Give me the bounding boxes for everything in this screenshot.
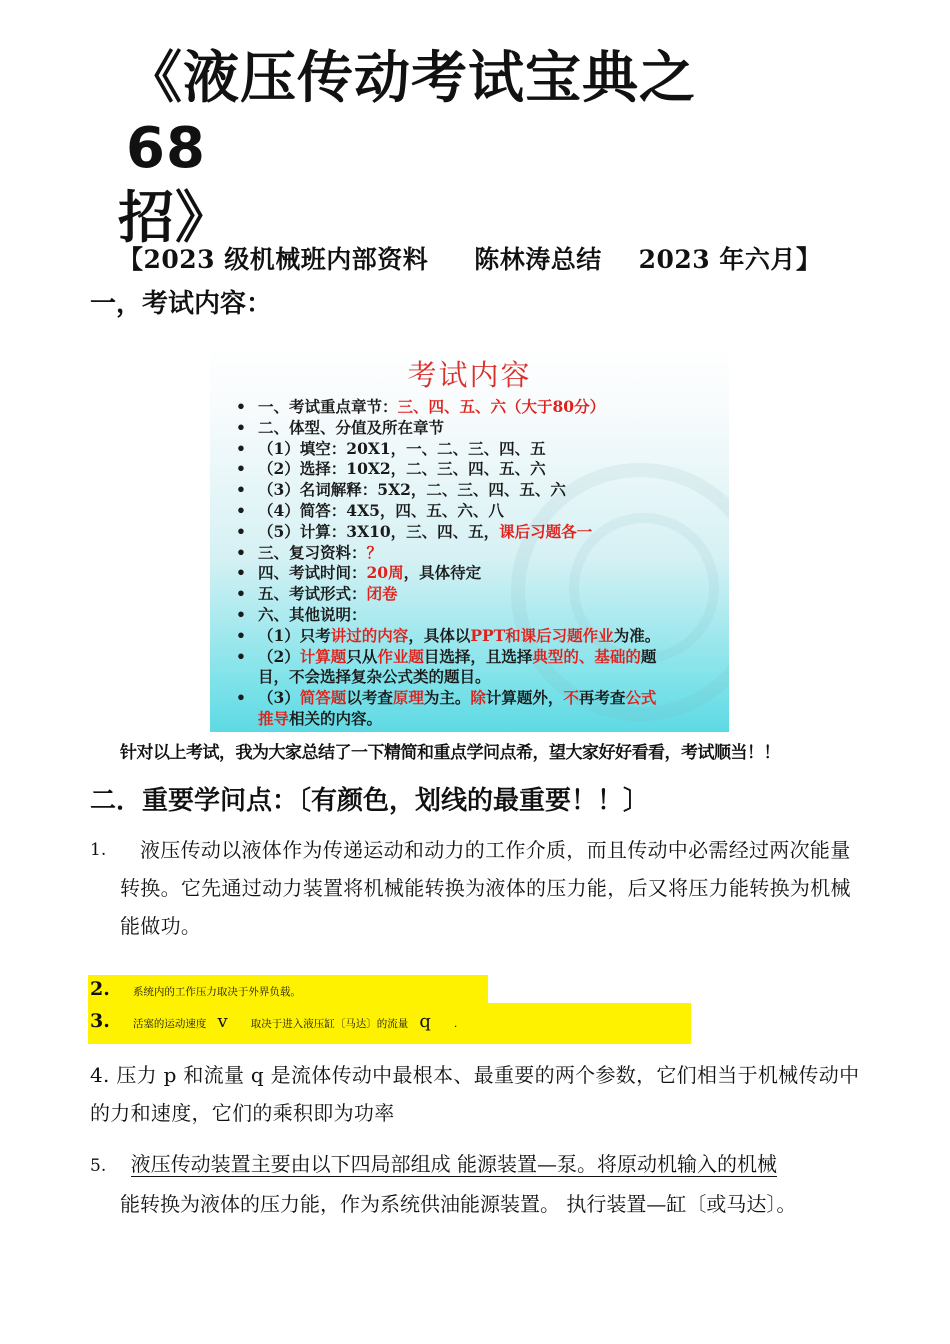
slide-note-2: • （2）计算题只从作业题目选择，且选择典型的、基础的题 目，不会选择复杂公式类的题目。 — [236, 647, 660, 689]
slide-item: • 一、考试重点章节：三、四、五、六（大于80分） — [236, 397, 660, 418]
intro-note: 针对以上考试，我为大家总结了一下精简和重点学问点希，望大家好好看看，考试顺当！！ — [120, 743, 780, 763]
velocity-symbol: v — [217, 1011, 228, 1032]
item-number: 5. — [90, 1156, 107, 1176]
slide-item: • （2）选择：10X2，二、三、四、五、六 — [236, 459, 660, 480]
key-point-5-text: 能转换为液体的压力能，作为系统供油能源装置。 执行装置—缸〔或马达〕。 — [120, 1192, 797, 1216]
slide-item: • （5）计算：3X10，三、四、五，课后习题各一 — [236, 522, 660, 543]
section-heading-exam-content: 一，考试内容： — [90, 289, 273, 319]
key-point-3-text-a: 活塞的运动速度 — [132, 1018, 207, 1030]
section-heading-key-points: 二．重要学问点：〔有颜色，划线的最重要！！〕 — [90, 786, 650, 816]
key-point-3-text-b: 取决于进入液压缸〔马达〕的流量 — [250, 1018, 409, 1030]
slide-item: • 二、体型、分值及所在章节 — [236, 418, 660, 439]
slide-item: • 四、考试时间：20周，具体待定 — [236, 563, 660, 584]
key-point-1-text: 液压传动以液体作为传递运动和动力的工作介质，而且传动中必需经过两次能量转换。它先通过动力装置将机械能转换为液体的压力能，后又将压力能转换为机械能做功。 — [120, 838, 851, 938]
key-point-4-text: 4. 压力 p 和流量 q 是流体传动中最根本、最重要的两个参数，它们相当于机械传动中的力和速度，它们的乘积即为功率 — [90, 1063, 860, 1125]
key-point-5 — [90, 1145, 860, 1223]
title-line-2: 招》 — [118, 186, 232, 251]
key-point-3-period: . — [454, 1018, 458, 1030]
slide-item: • （1）填空：20X1，一、二、三、四、五 — [236, 439, 660, 460]
slide-title: 考试内容 — [407, 358, 532, 392]
key-point-3 — [90, 1010, 457, 1032]
key-point-1 — [90, 831, 860, 945]
item-number: 1. — [90, 840, 107, 860]
document-title — [118, 44, 778, 254]
slide-item: • （4）简答：4X5，四、五、六、八 — [236, 501, 660, 522]
document-subtitle: 【2023 级机械班内部资料 陈林涛总结 2023 年六月】 — [118, 245, 822, 274]
slide-item: • 三、复习资料：？ — [236, 543, 660, 564]
slide-item: • 六、其他说明： — [236, 605, 660, 626]
flow-symbol: q — [419, 1011, 431, 1032]
key-point-4 — [90, 1056, 860, 1132]
key-point-2-text: 系统内的工作压力取决于外界负载。 — [132, 986, 301, 998]
key-point-2 — [90, 978, 301, 1000]
slide-item: • （3）名词解释：5X2，二、三、四、五、六 — [236, 480, 660, 501]
item-number: 2. — [90, 978, 110, 1000]
slide-note-1: • （1）只考讲过的内容，具体以PPT和课后习题作业为准。 — [236, 626, 660, 647]
exam-content-slide-image — [210, 343, 729, 732]
key-point-5-underlined-text: 液压传动装置主要由以下四局部组成 能源装置—泵。将原动机输入的机械 — [130, 1152, 777, 1176]
item-number: 3. — [90, 1010, 110, 1032]
slide-note-3: • （3）简答题以考查原理为主。除计算题外，不再考查公式 推导相关的内容。 — [236, 688, 660, 730]
title-line-1: 《液压传动考试宝典之 68 — [126, 46, 696, 181]
slide-item: • 五、考试形式：闭卷 — [236, 584, 660, 605]
slide-bullet-list — [236, 397, 660, 730]
